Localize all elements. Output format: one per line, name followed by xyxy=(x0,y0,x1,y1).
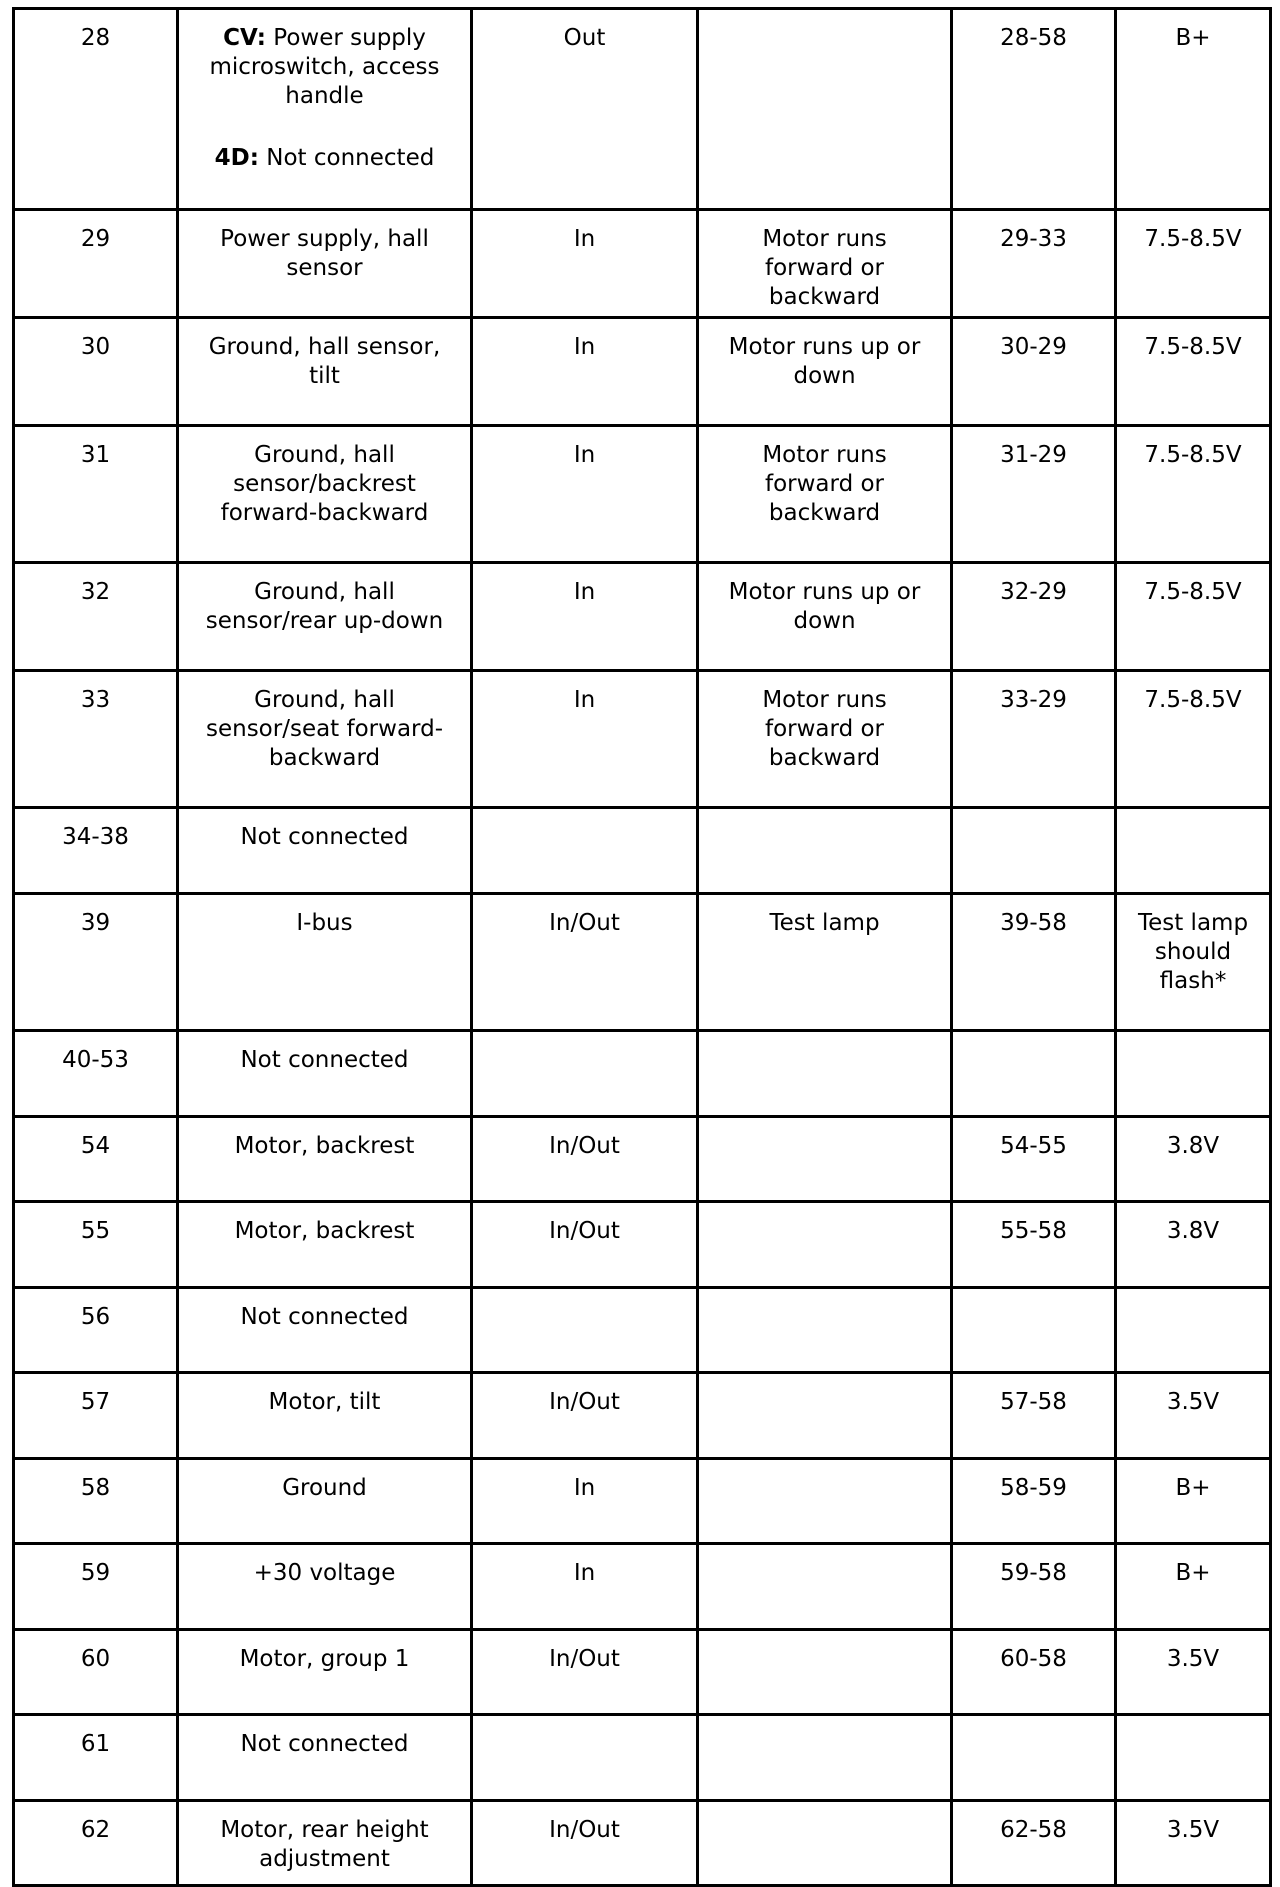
direction-cell: In xyxy=(472,426,698,563)
direction-cell: In xyxy=(472,671,698,808)
measure-cell: 59-58 xyxy=(952,1544,1116,1630)
value-cell: Test lamp should flash* xyxy=(1116,894,1271,1031)
condition-cell: Motor runs forward or backward xyxy=(698,210,952,318)
pin-cell: 56 xyxy=(14,1288,178,1373)
direction-cell: In xyxy=(472,1544,698,1630)
description-cell: Motor, backrest xyxy=(178,1117,472,1202)
value-cell: 7.5-8.5V xyxy=(1116,671,1271,808)
table-row xyxy=(14,1630,1271,1715)
direction-cell: In/Out xyxy=(472,1373,698,1459)
measure-cell: 54-55 xyxy=(952,1117,1116,1202)
measure-cell: 33-29 xyxy=(952,671,1116,808)
pin-cell: 58 xyxy=(14,1459,178,1544)
direction-cell: In xyxy=(472,318,698,426)
condition-cell xyxy=(698,1117,952,1202)
condition-cell xyxy=(698,1288,952,1373)
table-row xyxy=(14,1801,1271,1886)
pin-cell: 39 xyxy=(14,894,178,1031)
description-text: Power supply microswitch, access handle xyxy=(209,25,440,109)
condition-cell: Motor runs forward or backward xyxy=(698,671,952,808)
description-cell: Motor, group 1 xyxy=(178,1630,472,1715)
description-cell: Motor, tilt xyxy=(178,1373,472,1459)
pin-cell: 54 xyxy=(14,1117,178,1202)
value-cell: 3.5V xyxy=(1116,1801,1271,1886)
value-cell: B+ xyxy=(1116,1544,1271,1630)
measure-cell xyxy=(952,1288,1116,1373)
condition-cell xyxy=(698,808,952,894)
measure-cell: 39-58 xyxy=(952,894,1116,1031)
measure-cell xyxy=(952,1715,1116,1801)
pin-cell: 31 xyxy=(14,426,178,563)
table-row xyxy=(14,808,1271,894)
table-row xyxy=(14,1202,1271,1288)
condition-cell: Motor runs forward or backward xyxy=(698,426,952,563)
pin-cell: 33 xyxy=(14,671,178,808)
pin-cell: 30 xyxy=(14,318,178,426)
pin-cell: 55 xyxy=(14,1202,178,1288)
table-row xyxy=(14,894,1271,1031)
pin-cell: 57 xyxy=(14,1373,178,1459)
description-cell: Not connected xyxy=(178,808,472,894)
condition-cell xyxy=(698,1031,952,1117)
direction-cell: In/Out xyxy=(472,1117,698,1202)
description-cell xyxy=(178,9,472,210)
condition-cell xyxy=(698,1202,952,1288)
table-row xyxy=(14,563,1271,671)
description-prefix: CV: xyxy=(223,25,266,51)
direction-cell: Out xyxy=(472,9,698,210)
condition-cell xyxy=(698,1373,952,1459)
description-cell: Ground, hall sensor, tilt xyxy=(178,318,472,426)
value-cell: 7.5-8.5V xyxy=(1116,318,1271,426)
direction-cell xyxy=(472,808,698,894)
table-row xyxy=(14,426,1271,563)
measure-cell: 29-33 xyxy=(952,210,1116,318)
value-cell: B+ xyxy=(1116,1459,1271,1544)
direction-cell: In/Out xyxy=(472,1630,698,1715)
description-text: Not connected xyxy=(258,145,435,171)
table-row xyxy=(14,671,1271,808)
value-cell: 3.8V xyxy=(1116,1202,1271,1288)
measure-cell: 32-29 xyxy=(952,563,1116,671)
direction-cell: In/Out xyxy=(472,1801,698,1886)
pin-table xyxy=(12,7,1272,1887)
pin-cell: 40-53 xyxy=(14,1031,178,1117)
pin-cell: 32 xyxy=(14,563,178,671)
measure-cell: 58-59 xyxy=(952,1459,1116,1544)
pin-cell: 29 xyxy=(14,210,178,318)
pin-cell: 62 xyxy=(14,1801,178,1886)
description-cell: Motor, backrest xyxy=(178,1202,472,1288)
condition-cell xyxy=(698,1715,952,1801)
table-row xyxy=(14,1031,1271,1117)
table-row xyxy=(14,1288,1271,1373)
description-cell: Ground, hall sensor/rear up-down xyxy=(178,563,472,671)
description-cell: Motor, rear height adjustment xyxy=(178,1801,472,1886)
value-cell xyxy=(1116,1288,1271,1373)
value-cell xyxy=(1116,1031,1271,1117)
description-cell: Ground, hall sensor/seat forward-backward xyxy=(178,671,472,808)
condition-cell: Motor runs up or down xyxy=(698,563,952,671)
direction-cell: In xyxy=(472,1459,698,1544)
condition-cell xyxy=(698,1459,952,1544)
measure-cell xyxy=(952,808,1116,894)
direction-cell xyxy=(472,1031,698,1117)
value-cell: 7.5-8.5V xyxy=(1116,426,1271,563)
table-row xyxy=(14,1117,1271,1202)
description-cell: +30 voltage xyxy=(178,1544,472,1630)
table-row xyxy=(14,1715,1271,1801)
pin-cell: 61 xyxy=(14,1715,178,1801)
measure-cell: 28-58 xyxy=(952,9,1116,210)
value-cell: 3.5V xyxy=(1116,1373,1271,1459)
pin-cell: 34-38 xyxy=(14,808,178,894)
measure-cell: 31-29 xyxy=(952,426,1116,563)
value-cell xyxy=(1116,808,1271,894)
table-row xyxy=(14,1373,1271,1459)
pin-cell: 60 xyxy=(14,1630,178,1715)
description-cell: Power supply, hall sensor xyxy=(178,210,472,318)
value-cell: 7.5-8.5V xyxy=(1116,563,1271,671)
value-cell: B+ xyxy=(1116,9,1271,210)
paragraph-gap xyxy=(197,111,452,144)
measure-cell xyxy=(952,1031,1116,1117)
value-cell xyxy=(1116,1715,1271,1801)
condition-cell xyxy=(698,1544,952,1630)
description-cell: Ground xyxy=(178,1459,472,1544)
description-cell: Not connected xyxy=(178,1288,472,1373)
value-cell: 3.8V xyxy=(1116,1117,1271,1202)
condition-cell: Test lamp xyxy=(698,894,952,1031)
description-prefix: 4D: xyxy=(214,145,259,171)
measure-cell: 62-58 xyxy=(952,1801,1116,1886)
measure-cell: 60-58 xyxy=(952,1630,1116,1715)
direction-cell xyxy=(472,1288,698,1373)
table-row xyxy=(14,9,1271,210)
measure-cell: 57-58 xyxy=(952,1373,1116,1459)
table-row xyxy=(14,210,1271,318)
table-row xyxy=(14,1459,1271,1544)
table-row xyxy=(14,1544,1271,1630)
condition-cell xyxy=(698,9,952,210)
condition-cell xyxy=(698,1801,952,1886)
condition-cell xyxy=(698,1630,952,1715)
value-cell: 3.5V xyxy=(1116,1630,1271,1715)
measure-cell: 55-58 xyxy=(952,1202,1116,1288)
measure-cell: 30-29 xyxy=(952,318,1116,426)
description-cell: Not connected xyxy=(178,1715,472,1801)
direction-cell: In/Out xyxy=(472,1202,698,1288)
description-cell: Ground, hall sensor/backrest forward-backward xyxy=(178,426,472,563)
condition-cell: Motor runs up or down xyxy=(698,318,952,426)
direction-cell: In/Out xyxy=(472,894,698,1031)
description-cell: Not connected xyxy=(178,1031,472,1117)
description-cell: I-bus xyxy=(178,894,472,1031)
direction-cell: In xyxy=(472,563,698,671)
direction-cell: In xyxy=(472,210,698,318)
pin-cell: 59 xyxy=(14,1544,178,1630)
value-cell: 7.5-8.5V xyxy=(1116,210,1271,318)
direction-cell xyxy=(472,1715,698,1801)
pin-cell: 28 xyxy=(14,9,178,210)
table-row xyxy=(14,318,1271,426)
